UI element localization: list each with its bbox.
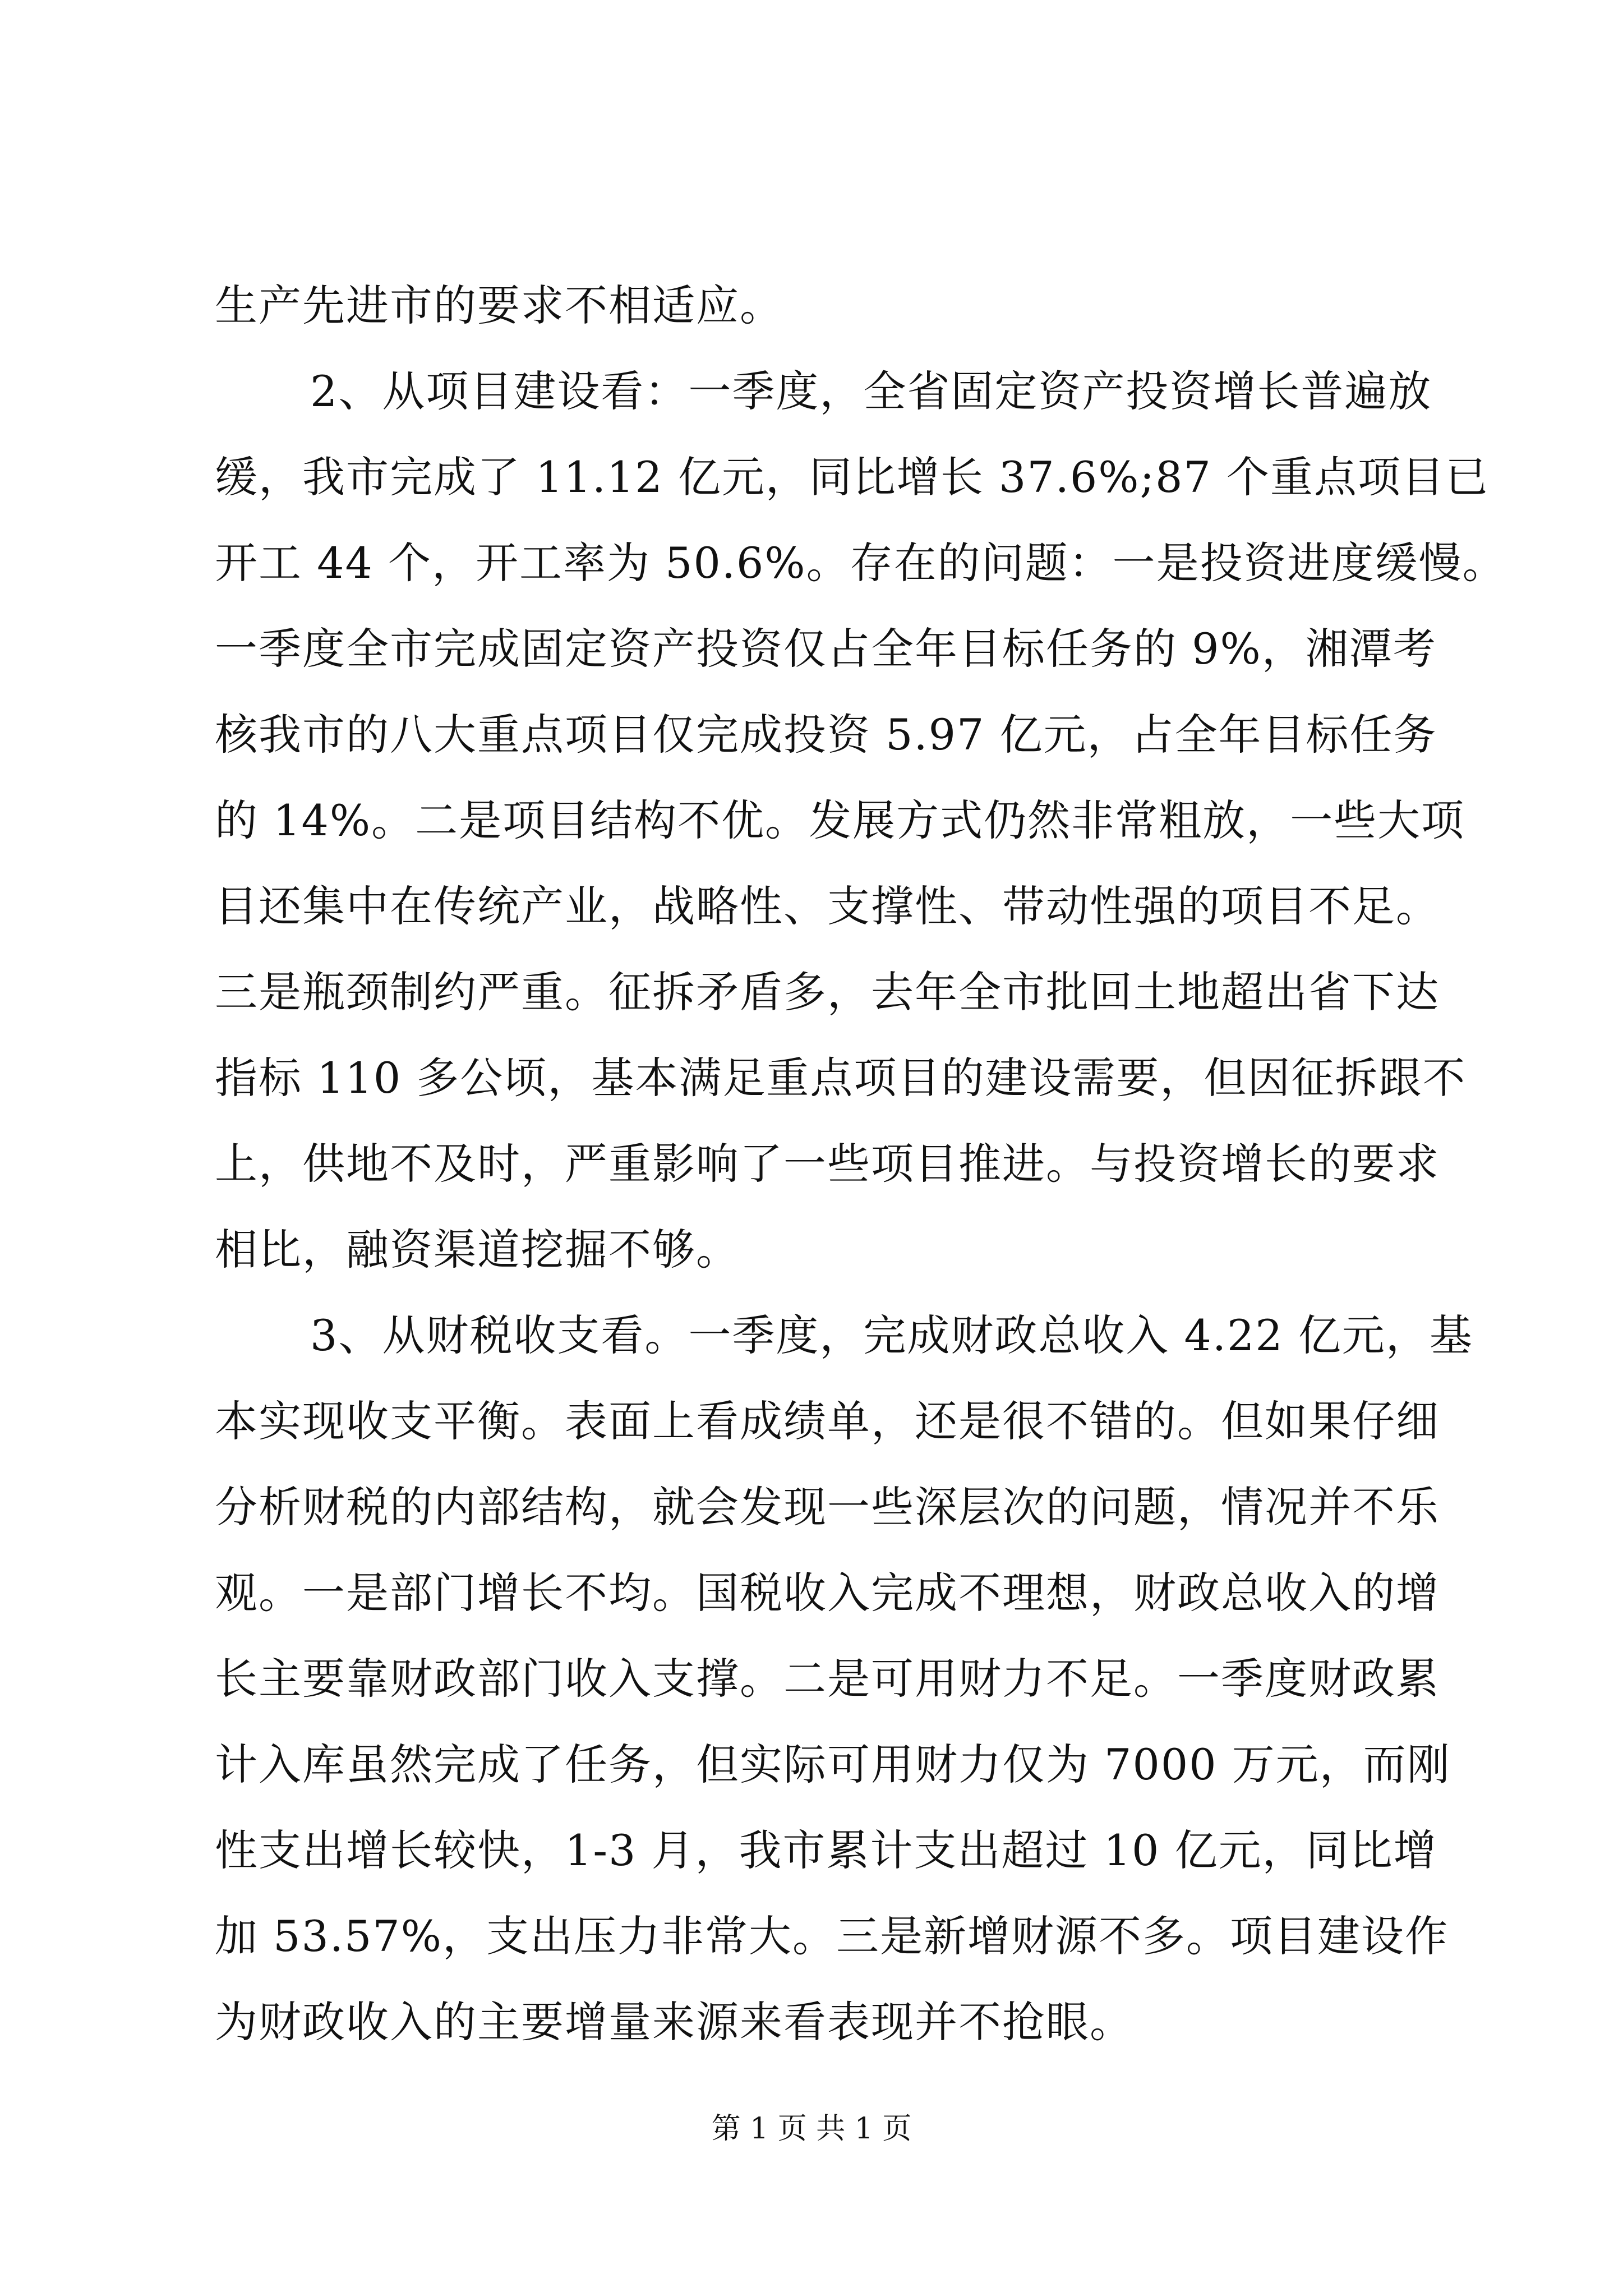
paragraph-line: 长主要靠财政部门收入支撑。二是可用财力不足。一季度财政累 [215, 1654, 1440, 1704]
paragraph-line: 性支出增长较快，1-3 月，我市累计支出超过 10 亿元，同比增 [215, 1825, 1437, 1875]
paragraph-line: 目还集中在传统产业，战略性、支撑性、带动性强的项目不足。 [215, 881, 1440, 931]
paragraph-line: 开工 44 个，开工率为 50.6%。存在的问题：一是投资进度缓慢。 [215, 538, 1506, 588]
body-text [215, 263, 1506, 2065]
paragraph-line: 加 53.57%，支出压力非常大。三是新增财源不多。项目建设作 [215, 1911, 1449, 1961]
paragraph-line: 指标 110 多公顷，基本满足重点项目的建设需要，但因征拆跟不 [215, 1053, 1467, 1103]
page-number-footer: 第 1 页 共 1 页 [711, 2112, 912, 2146]
paragraph-line: 生产先进市的要求不相适应。 [215, 280, 783, 330]
paragraph-line: 2、从项目建设看：一季度，全省固定资产投资增长普遍放 [310, 366, 1432, 416]
paragraph-line: 核我市的八大重点项目仅完成投资 5.97 亿元，占全年目标任务 [215, 710, 1437, 760]
paragraph-line: 相比，融资渠道挖掘不够。 [215, 1225, 740, 1274]
paragraph-line: 计入库虽然完成了任务，但实际可用财力仅为 7000 万元，而刚 [215, 1740, 1451, 1789]
paragraph-line: 为财政收入的主要增量来源来看表现并不抢眼。 [215, 1997, 1133, 2047]
paragraph-line: 三是瓶颈制约严重。征拆矛盾多，去年全市批回土地超出省下达 [215, 967, 1440, 1017]
paragraph-line: 上，供地不及时，严重影响了一些项目推进。与投资增长的要求 [215, 1139, 1440, 1189]
paragraph-line: 一季度全市完成固定资产投资仅占全年目标任务的 9%，湘潭考 [215, 624, 1437, 674]
paragraph-line: 分析财税的内部结构，就会发现一些深层次的问题，情况并不乐 [215, 1482, 1440, 1532]
paragraph-line: 缓，我市完成了 11.12 亿元，同比增长 37.6%;87 个重点项目已 [215, 452, 1489, 502]
paragraph-line: 3、从财税收支看。一季度，完成财政总收入 4.22 亿元，基 [310, 1310, 1473, 1360]
paragraph-line: 观。一是部门增长不均。国税收入完成不理想，财政总收入的增 [215, 1568, 1440, 1618]
paragraph-line: 的 14%。二是项目结构不优。发展方式仍然非常粗放，一些大项 [215, 795, 1465, 845]
paragraph-line: 本实现收支平衡。表面上看成绩单，还是很不错的。但如果仔细 [215, 1396, 1440, 1446]
